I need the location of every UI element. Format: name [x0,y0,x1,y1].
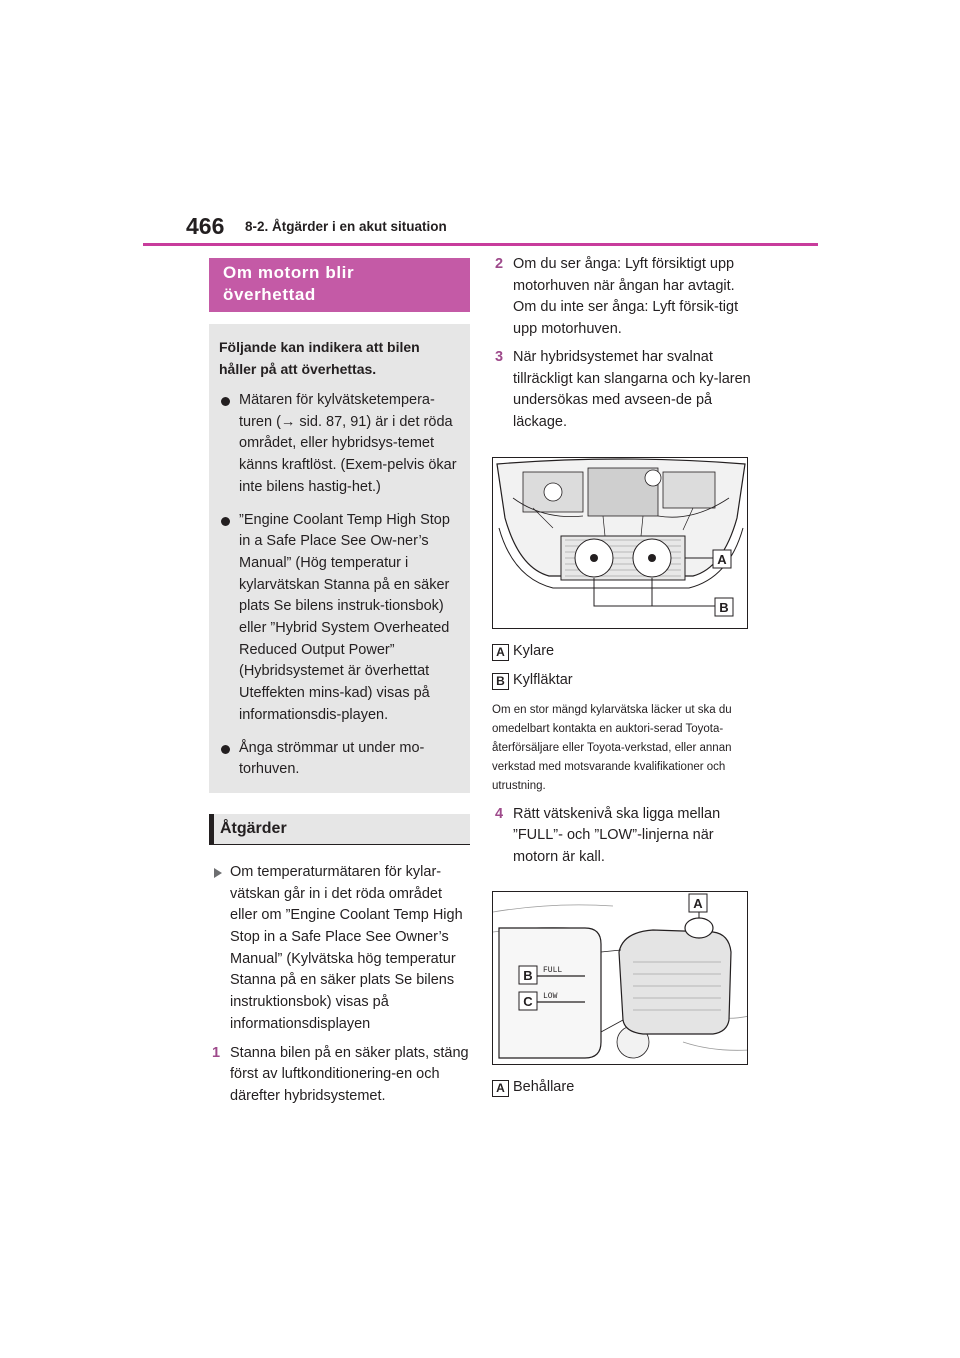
fig2-label-b: B [523,967,533,983]
coolant-reservoir-illustration [492,891,748,1065]
caption-reservoir [492,1077,754,1098]
banner-line-2: överhettad [223,285,316,304]
fig2-full-text: FULL [543,965,563,975]
symptom-text: Ånga strömmar ut under mo-torhuven. [239,739,425,778]
step-number: 2 [495,256,504,272]
condition-item [209,862,470,1036]
step-number: 4 [495,805,504,822]
caption-label: A [492,1080,509,1097]
bullet-dot-icon [221,745,230,754]
fig2-label-a: A [693,895,703,911]
arrow-triangle-icon [214,868,222,878]
engine-bay-drawing [493,458,748,629]
symptom-bullet [219,390,458,499]
step-text: Om du ser ånga: Lyft försiktigt upp motorhuven när ångan har avtagit. Om du inte ser ånga: Lyft försik-tigt upp motorhuven. [513,256,739,338]
symptom-text: Mätaren för kylvätsketempera-turen (→ sid. 87, 91) är i det röda området, eller hybridsys-temet känns kraftlöst. (Exem-pelvis ökar inte bilens hastig-het.) [239,392,457,495]
bullet-dot-icon [221,397,230,406]
caption-fans [492,670,754,691]
actions-heading: Åtgärder [209,814,470,845]
engine-bay-illustration [492,457,748,629]
caption-radiator [492,641,754,662]
caption-label: B [492,673,509,690]
caption-text: Kylfläktar [513,671,573,688]
step-number: 3 [495,348,504,365]
step-text: Stanna bilen på en säker plats, stäng först av luftkonditionering-en och därefter hybridsystemet. [230,1044,469,1104]
right-column [492,254,754,1098]
page-number: 466 [186,213,225,239]
reservoir-drawing [493,892,748,1065]
fig2-label-c: C [523,993,533,1009]
fig1-label-b: B [719,599,729,615]
left-column [209,258,470,1108]
step-4 [492,804,754,869]
caption-text: Behållare [513,1078,575,1095]
symptom-bullet [219,510,458,727]
bullet-dot-icon [221,517,230,526]
symptom-box [209,324,470,793]
step-3 [492,347,754,434]
fig1-label-a: A [717,551,727,567]
overheat-banner [209,258,470,312]
banner-line-1: Om motorn blir [223,263,355,282]
section-title: 8-2. Åtgärder i en akut situation [245,219,447,234]
fig2-low-text: LOW [543,991,558,1001]
step-number: 1 [212,1044,221,1061]
step-1 [209,1043,470,1108]
step-text: Rätt vätskenivå ska ligga mellan ”FULL”- och ”LOW”-linjerna när motorn är kall. [513,805,721,866]
symptom-bullet [219,738,458,781]
header-rule [143,243,818,246]
caption-label: A [492,644,509,661]
condition-text: Om temperaturmätaren för kylar-vätskan går in i det röda området eller om ”Engine Coolant Temp High Stop in a Safe Place See Owner’s Manual” (Kylvätska hög temperatur Stanna på en säker plats Se bilens instruktionsbok) visas på informationsdisplayen [230,863,463,1032]
symptom-lead: Följande kan indikera att bilen håller på att överhettas. [219,339,420,377]
leak-note: Om en stor mängd kylarvätska läcker ut ska du omedelbart kontakta en auktori-serad Toyota-återförsäljare eller Toyota-verkstad, eller annan verkstad med motsvarande kvalifikationer och utrustning. [492,703,732,792]
step-text: När hybridsystemet har svalnat tillräckligt kan slangarna och ky-laren undersökas med avseen-de på läckage. [513,348,751,430]
caption-text: Kylare [513,642,555,659]
step-2 [492,254,754,341]
symptom-text: ”Engine Coolant Temp High Stop in a Safe Place See Ow-ner’s Manual” (Hög temperatur i kylarvätskan Stanna på en säker plats Se bilens instruk-tionsbok) eller ”Hybrid System Overheated Reduced Output Power” (Hybridsystemet är överhettat Uteffekten mins-kad) visas på informationsdis-playen. [239,511,450,723]
